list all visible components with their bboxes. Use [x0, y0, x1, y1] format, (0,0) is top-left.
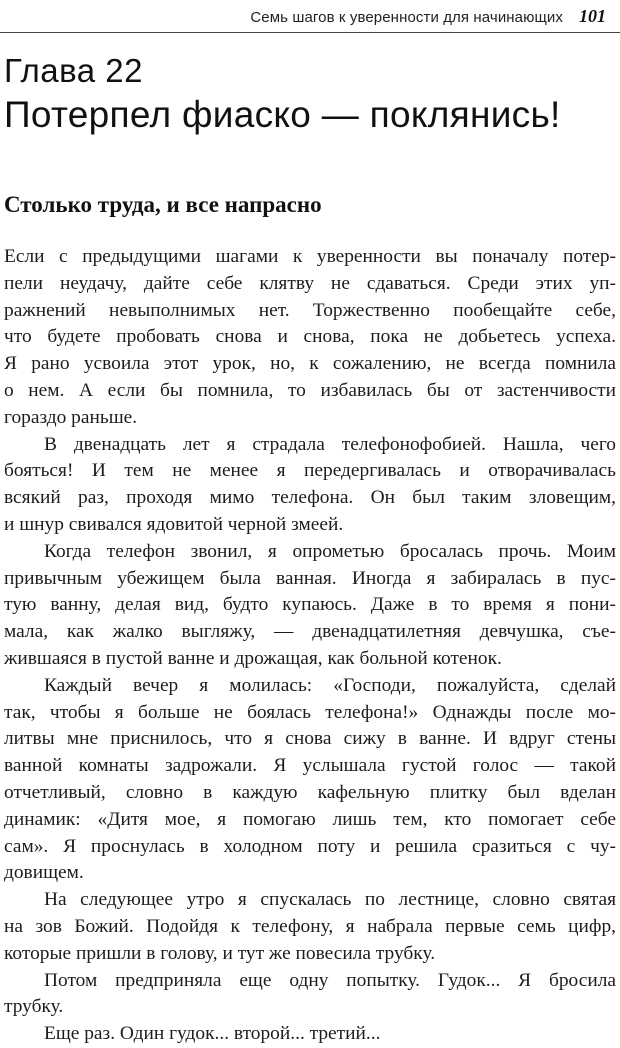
- paragraph: [4, 244, 616, 432]
- text-line: трубку.: [4, 996, 64, 1018]
- text-line: Если с предыдущими шагами к уверенности вы поначалу потер-: [4, 246, 616, 267]
- text-line: довищем.: [4, 862, 84, 884]
- text-line: жившаяся в пустой ванне и дрожащая, как больной котенок.: [4, 647, 502, 669]
- paragraph: [4, 539, 616, 673]
- paragraph: [4, 968, 616, 1022]
- text-line: Каждый вечер я молилась: «Господи, пожалуйста, сделай: [44, 674, 616, 696]
- text-line: привычным убежищем была ванная. Иногда я забиралась в пус-: [4, 567, 616, 589]
- text-line: На следующее утро я спускалась по лестнице, словно святая: [44, 889, 616, 911]
- text-line: ванной комнаты задрожали. Я услышала густой голос — такой: [4, 755, 616, 777]
- text-line: В двенадцать лет я страдала телефонофобией. Нашла, чего: [44, 433, 616, 455]
- page-number: 101: [579, 6, 606, 26]
- header-rule: [0, 32, 620, 33]
- text-line: и шнур свивался ядовитой черной змеей.: [4, 513, 344, 535]
- chapter-label: Глава 22: [4, 52, 144, 89]
- section-heading: Столько труда, и все напрасно: [4, 192, 322, 217]
- text-line: что будете пробовать снова и снова, пока не добьетесь успеха.: [4, 326, 616, 348]
- paragraph: [4, 887, 616, 967]
- paragraph: [4, 673, 616, 887]
- text-line: динамик: «Дитя мое, я помогаю лишь тем, кто помогает себе: [4, 808, 616, 830]
- text-line: Потом предприняла еще одну попытку. Гудок... Я бросила: [44, 969, 616, 991]
- text-line: всякий раз, проходя мимо телефона. Он был таким зловещим,: [4, 487, 616, 509]
- body-text: [4, 244, 616, 1048]
- paragraph: [4, 1021, 616, 1048]
- chapter-title: Потерпел фиаско — поклянись!: [4, 94, 561, 135]
- text-line: сам». Я проснулась в холодном поту и решила сразиться с чу-: [4, 835, 616, 857]
- text-line: которые пришли в голову, и тут же повесила трубку.: [4, 942, 436, 964]
- text-line: на зов Божий. Подойдя к телефону, я набрала первые семь цифр,: [4, 915, 616, 937]
- text-line: пели неудачу, дайте себе клятву не сдаваться. Среди этих уп-: [4, 272, 616, 294]
- text-line: тую ванну, делая вид, будто купаюсь. Даже в то время я пони-: [4, 594, 616, 616]
- text-line: бояться! И тем не менее я передергивалась и отворачивалась: [4, 460, 616, 482]
- text-line: Еще раз. Один гудок... второй... третий...: [44, 1023, 381, 1045]
- text-line: литвы мне приснилось, что я снова сижу в ванне. И вдруг стены: [4, 728, 616, 750]
- text-line: отчетливый, словно в каждую кафельную плитку был вделан: [4, 781, 616, 803]
- text-line: мала, как жалко выгляжу, — двенадцатилетняя девчушка, съе-: [4, 621, 616, 643]
- text-line: ражнений невыполнимых нет. Торжественно пообещайте себе,: [4, 299, 616, 321]
- running-header: [200, 6, 606, 32]
- text-line: так, чтобы я больше не боялась телефона!» Однажды после мо-: [4, 701, 616, 723]
- text-line: гораздо раньше.: [4, 406, 138, 428]
- text-line: Когда телефон звонил, я опрометью бросалась прочь. Моим: [44, 540, 616, 562]
- text-line: о нем. А если бы помнила, то избавилась бы от застенчивости: [4, 379, 616, 401]
- paragraph: [4, 432, 616, 539]
- running-title: Семь шагов к уверенности для начинающих: [250, 9, 563, 26]
- text-line: Я рано усвоила этот урок, но, к сожалению, не всегда помнила: [4, 353, 616, 375]
